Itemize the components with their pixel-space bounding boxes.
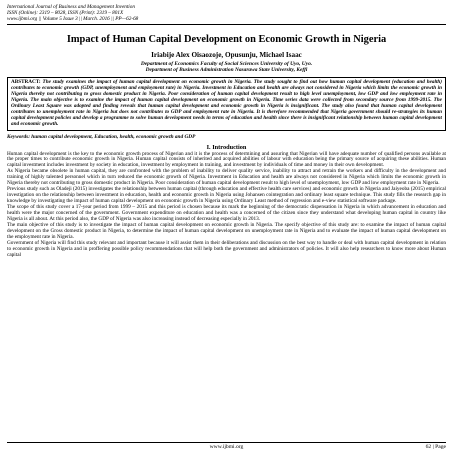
intro-paragraph-4: The scope of this study cover a 17-year period from 1999 – 2015 and this period is chosen because its mark the beginning of the democratic dispensation in Nigeria in which advancement in education and health were the major concerned of the government. Government expenditure on education and health was a concerned of the citizen since they understand what developing human capital in country like Nigeria is all about. At this period also, the GDP of Nigeria was also increasing instead of decreasing especially in 2013. <box>7 204 446 222</box>
paper-authors: Iriabije Alex Oisaozoje, Opusunju, Michael Isaac <box>151 51 302 60</box>
intro-paragraph-6: Government of Nigeria will find this study relevant and important because it will assist them in their deliberations and discussion on the best way to handle or deal with human capital development in relation to economic growth in Nigeria and in proffering possible policy recommendations that will help both the government and administrators of policies. It will also help researchers to know more about Human capital <box>7 239 446 258</box>
page-footer <box>7 440 446 451</box>
affiliation-2: Department of Business Administration Nasarawa State University, Keffi <box>145 66 308 73</box>
affiliation-1: Department of Economics Faculty of Social Sciences University of Uyo, Uyo. <box>140 60 313 67</box>
abstract-label: ABSTRACT: <box>11 78 41 85</box>
intro-paragraph-3: Previous study such as Oladeji (2015) investigates the relationship between human capital (through education and effective health care services) and economic growth in Nigeria and Jaiyeoba (2015) empirical investigation on the relationship between investment in education, health and economic growth in Nigeria using Johansen cointegration and ordinary least square technique. This study fills the research gap in knowledge by investigating the impact of human capital development on economic growth in Nigeria using Ordinary Least method of regression and e-view statistical software package. <box>7 186 446 205</box>
paper-title: Impact of Human Capital Development on Economic Growth in Nigeria <box>66 34 387 46</box>
section-heading: I. Introduction <box>206 143 247 151</box>
intro-paragraph-2: As Nigeria became obsolete in human capital, they are confronted with the problem of inability to deliver quality service, inability to attract and retrain the workers and difficulty in the development and training of highly talented personnel which in turn reduced the economic growth of Nigeria. Investment in Education and health are always not considered in Nigeria which limits the economic growth in Nigeria thereby not contributing to gross domestic product in Nigeria. Poor consideration of human capital development result to high level of unemployment, low GDP and low employment rate in Nigeria. <box>7 168 446 187</box>
keywords <box>7 134 446 140</box>
keywords-label: Keywords: <box>7 133 30 140</box>
intro-paragraph-1: Human capital development is the key to the economic growth process of Nigerian and it is the process of determining and assuring that Nigerian will have adequate number of qualified persons available at the proper times to contribute economic growth in Nigeria. Human capital consists of inherited and acquired abilities of labour with education being the primary source of acquiring these abilities. Human capital investment includes investment by society in education, investment by employment in training, and investment by individuals of time and money in their own development. <box>7 150 446 169</box>
footer-website-link[interactable]: www.ijbmi.org <box>209 444 244 450</box>
journal-name: International Journal of Business and Management Invention <box>7 4 135 10</box>
journal-volume: www.ijbmi.org || Volume 5 Issue 3 || March. 2016 || PP—62-68 <box>7 16 139 23</box>
abstract-box <box>7 77 446 131</box>
header-rule <box>7 24 446 25</box>
keywords-text: human capital development, Education, health, economic growth and GDP <box>31 133 196 140</box>
journal-header <box>7 4 446 22</box>
abstract-text: The study examines the impact of human capital development on economic growth in Nigeria. The study sought to find out how human capital development (education and health) contributes to economic growth (GDP, unemployment and employment rate) in Nigeria. Investment in Education and health are always not considered in Nigeria which limits the economic growth in Nigeria thereby not contributing to gross domestic product in Nigeria. Poor consideration of human capital development result to high level unemployment, low GDP and low employment rate in Nigeria. The main objective is to examine the impact of human capital development on economic growth in Nigeria. Time series data were collected from secondary source from 1999-2015. The Ordinary Least Square was adopted and finding reveals that human capital development and economic growth in Nigeria is insignificant. The study also found that human capital development contributes to unemployment rate in Nigeria but does not contributes to GDP and employment rate in Nigeria. It is therefore recommended that Nigeria government should re-strategies its human capital development policies and develop a programme to solve human development needs in terms of education and health since there is insignificant relationship between human capital development and economic growth. <box>11 78 443 127</box>
intro-paragraph-5: The main objective of this study is to investigate the impact of human capital development on economic growth in Nigeria. The specify objective of this study are: to examine the impact of human capital development on the Gross domestic product in Nigeria, to determine the impact of human capital development on unemployment rate in Nigeria and to evaluate the impact of human capital development on the employment rate in Nigeria. <box>7 221 446 240</box>
footer-page-number: 62 | Page <box>425 444 446 450</box>
journal-issn: ISSN (Online): 2319 – 8028, ISSN (Print): 2319 – 801X <box>7 10 124 17</box>
